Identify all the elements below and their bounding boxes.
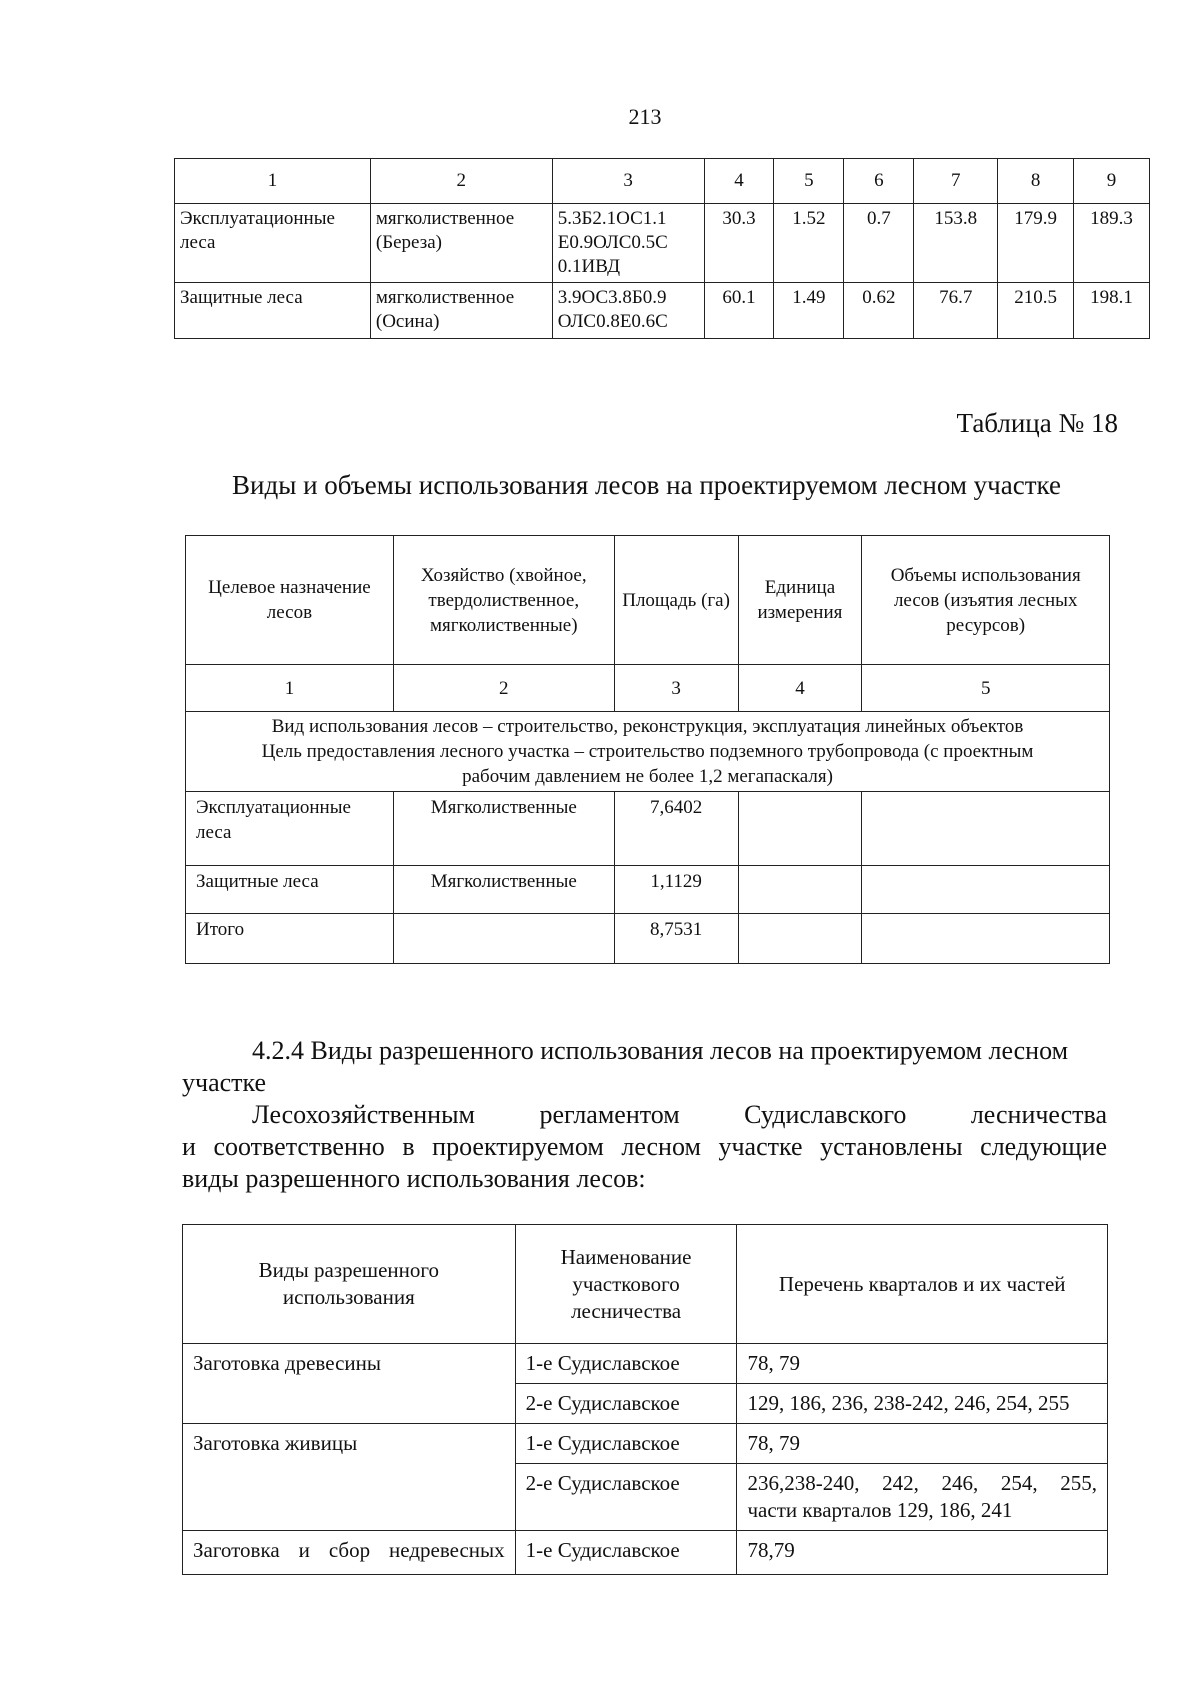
table-cell [862,792,1110,866]
paragraph-word: лесничества [970,1100,1107,1129]
forest-stand-table [174,158,1150,339]
table-cell: 8,7531 [614,914,738,964]
table-cell: 198.1 [1074,283,1150,339]
paragraph-word: регламентом [539,1100,680,1129]
column-header: Перечень кварталов и их частей [737,1225,1108,1344]
table-cell: 189.3 [1074,204,1150,283]
paragraph-line: виды разрешенного использования лесов: [182,1164,646,1193]
page-number: 213 [628,104,662,129]
column-number: 3 [552,159,704,204]
column-header: Площадь (га) [614,536,738,665]
forestry-cell: 1-е Судиславское [515,1344,737,1384]
quarters-cell [737,1464,1108,1531]
column-header: Единица измерения [738,536,862,665]
table-cell [862,866,1110,914]
usage-description-row [186,712,1110,792]
column-number: 5 [774,159,844,204]
table-cell: 30.3 [704,204,774,283]
table-row [175,204,1150,283]
table-cell: 0.62 [844,283,914,339]
column-header: Виды разрешенного использования [183,1225,516,1344]
table-cell: мягколиственное (Осина) [370,283,552,339]
table-cell: Эксплуатационные леса [175,204,371,283]
quarters-text: части кварталов 129, 186, 241 [747,1498,1013,1522]
column-number: 6 [844,159,914,204]
forestry-cell: 1-е Судиславское [515,1531,737,1575]
table-cell [738,792,862,866]
usage-purpose-text: Цель предоставления лесного участка – строительство подземного трубопровода (с проектным [261,741,1034,762]
permitted-uses-table [182,1224,1108,1575]
table-cell: мягколиственное (Береза) [370,204,552,283]
column-header: Объемы использования лесов (изъятия лесных ресурсов) [862,536,1110,665]
table-row [183,1344,1108,1384]
table-cell: 210.5 [998,283,1074,339]
paragraph-word: Судиславского [744,1100,907,1129]
table-cell: Мягколиственные [393,866,614,914]
table-header-row [183,1225,1108,1344]
table-row [183,1531,1108,1575]
forestry-cell: 1-е Судиславское [515,1424,737,1464]
column-numbers-row [186,665,1110,712]
section-heading-cont: участке [182,1068,267,1097]
forestry-cell: 2-е Судиславское [515,1384,737,1424]
column-header: Наименование участкового лесничества [515,1225,737,1344]
column-number: 4 [704,159,774,204]
usage-description-cell [186,712,1110,792]
forestry-cell: 2-е Судиславское [515,1464,737,1531]
column-number: 2 [393,665,614,712]
table-cell: 5.3Б2.1ОС1.1 Е0.9ОЛС0.5С 0.1ИВД [552,204,704,283]
quarters-cell: 129, 186, 236, 238-242, 246, 254, 255 [737,1384,1108,1424]
paragraph-word: Лесохозяйственным [252,1100,476,1129]
table-cell: 60.1 [704,283,774,339]
use-type-cell: Заготовка живицы [183,1424,516,1531]
quarters-cell: 78, 79 [737,1344,1108,1384]
table-row [186,866,1110,914]
table-cell: 1,1129 [614,866,738,914]
column-number: 7 [914,159,998,204]
column-number: 3 [614,665,738,712]
table-cell: Защитные леса [175,283,371,339]
table-cell: 7,6402 [614,792,738,866]
table-cell: Мягколиственные [393,792,614,866]
column-number: 2 [370,159,552,204]
quarters-cell: 78,79 [737,1531,1108,1575]
table-cell: 0.7 [844,204,914,283]
table-cell: 1.52 [774,204,844,283]
table-title: Виды и объемы использования лесов на проектируемом лесном участке [232,470,1061,500]
table-cell: Итого [186,914,394,964]
forest-usage-volume-table [185,535,1110,964]
column-number: 9 [1074,159,1150,204]
quarters-cell: 78, 79 [737,1424,1108,1464]
table-row [183,1424,1108,1464]
usage-type-text: Вид использования лесов – строительство, реконструкция, эксплуатация линейных объектов [271,716,1024,737]
table-cell: 1.49 [774,283,844,339]
table-cell: Защитные леса [186,866,394,914]
column-number: 4 [738,665,862,712]
paragraph-line: и соответственно в проектируемом лесном участке установлены следующие [182,1132,1107,1161]
column-number: 5 [862,665,1110,712]
column-number: 1 [186,665,394,712]
usage-purpose-text-cont: рабочим давлением не более 1,2 мегапаскаля) [462,766,833,787]
column-number: 1 [175,159,371,204]
section-heading: 4.2.4 Виды разрешенного использования лесов на проектируемом лесном [252,1036,1069,1065]
column-number: 8 [998,159,1074,204]
table-cell [862,914,1110,964]
column-header: Хозяйство (хвойное, твердолиственное, мягколиственные) [393,536,614,665]
table-cell: 76.7 [914,283,998,339]
table-cell [738,866,862,914]
table-label: Таблица № 18 [956,408,1118,438]
table-cell: 153.8 [914,204,998,283]
table-row [175,283,1150,339]
table-cell [738,914,862,964]
table-total-row [186,914,1110,964]
use-type-cell: Заготовка и сбор недревесных [183,1531,516,1575]
table-cell: 3.9ОС3.8Б0.9 ОЛС0.8Е0.6С [552,283,704,339]
table-cell: Эксплуатационные леса [186,792,394,866]
table-header-row [175,159,1150,204]
table-cell [393,914,614,964]
column-header: Целевое назначение лесов [186,536,394,665]
table-header-row [186,536,1110,665]
paragraph-line [252,1098,1107,1132]
table-cell: 179.9 [998,204,1074,283]
use-type-cell: Заготовка древесины [183,1344,516,1424]
table-row [186,792,1110,866]
quarters-text: 236,238-240, 242, 246, 254, 255, [747,1471,1097,1495]
